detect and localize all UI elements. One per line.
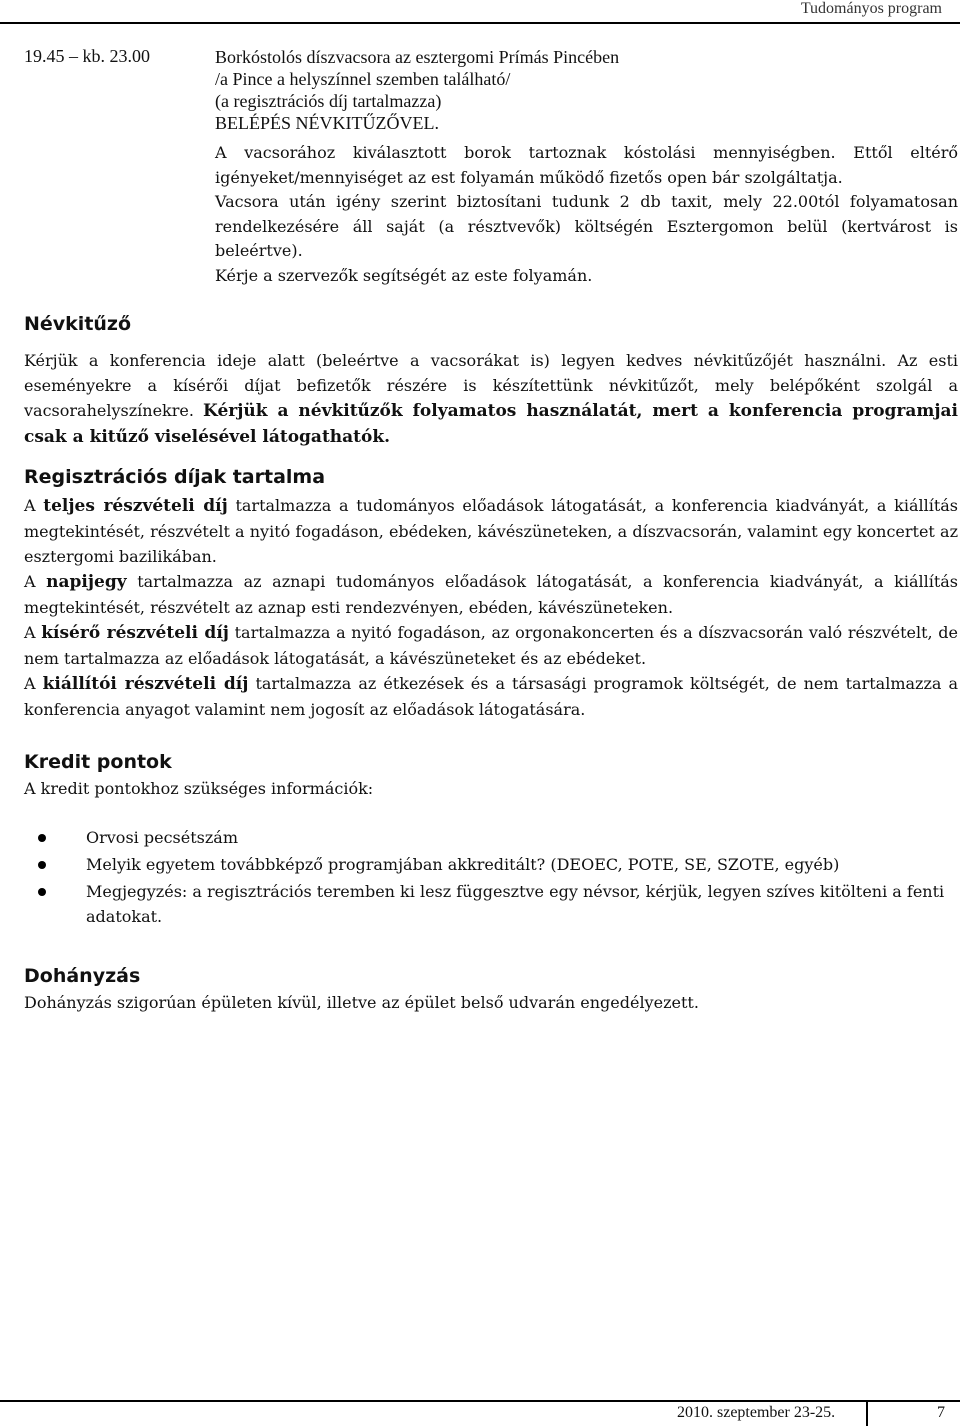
section-smoking [24,964,958,1015]
page-number: 7 [937,1404,945,1421]
section-heading: Kredit pontok [24,751,172,773]
bullet-icon [38,888,46,896]
schedule-line: (a regisztrációs díj tartalmazza) [215,91,442,111]
list-item-text: Megjegyzés: a regisztrációs teremben ki lesz függesztve egy névsor, kérjük, legyen szíves kitölteni a fenti adatokat. [86,882,945,926]
schedule-details [215,141,958,288]
fee-desc: tartalmazza a nyitó fogadáson, az orgonakoncerten és a díszvacsorán való részvételt, de nem tartalmazza az előadások látogatását, a kávészüneteket és az ebédeket. [24,623,959,668]
header-rule [0,22,960,24]
fee-prefix: A [24,623,42,642]
fee-item [24,620,958,671]
footer-divider [866,1401,868,1426]
list-item [24,825,958,850]
schedule-title-lines [215,46,935,134]
section-heading: Dohányzás [24,965,141,987]
footer-date: 2010. szeptember 23-25. [677,1404,836,1421]
running-header: Tudományos program [800,0,942,17]
schedule-time: 19.45 – kb. 23.00 [24,46,150,66]
fee-item [24,569,958,620]
fee-prefix: A [24,674,43,693]
badge-bold-text: Kérjük a névkitűzők folyamatos használatát, mert a konferencia programjai csak a kitűző viselésével látogathatók. [24,401,958,447]
section-name-badge [24,312,958,450]
fee-term: kiállítói részvételi díj [42,674,249,694]
bullet-icon [38,861,46,869]
footer-rule [0,1400,960,1402]
fee-term: kísérő részvételi díj [41,623,229,643]
section-heading: Névkitűző [24,313,132,335]
section-heading: Regisztrációs díjak tartalma [24,466,326,488]
section-fees [24,465,958,722]
fee-desc: tartalmazza az étkezések és a társasági programok költségét, de nem tartalmazza a konferencia anyagot valamint nem jogosít az előadások látogatására. [24,674,959,719]
fee-item [24,671,958,722]
schedule-line: BELÉPÉS NÉVKITŰZŐVEL. [215,113,439,133]
fee-desc: tartalmazza a tudományos előadások látogatását, a konferencia kiadványát, a kiállítás megtekintését, részvételt a nyitó fogadáson, ebédeken, kávészüneteken, a díszvacsorán, valamint egy koncertet az esztergomi bazilikában. [24,496,959,566]
credit-list [24,825,958,929]
schedule-line: /a Pince a helyszínnel szemben található/ [215,69,511,89]
schedule-detail: Kérje a szervezők segítségét az este folyamán. [215,265,593,285]
schedule-detail: A vacsorához kiválasztott borok tartoznak kóstolási mennyiségben. Ettől eltérő igényeket/mennyiséget az est folyamán működő fizetős open bár szolgáltatja. [215,143,958,187]
smoking-text: Dohányzás szigorúan épületen kívül, illetve az épület belső udvarán engedélyezett. [24,993,699,1012]
fee-desc: tartalmazza az aznapi tudományos előadások látogatását, a konferencia kiadványát, a kiállítás megtekintését, részvételt az aznap esti rendezvényen, ebéden, kávészüneteken. [24,572,959,617]
list-item [24,879,958,929]
list-item-text: Melyik egyetem továbbképző programjában akkreditált? (DEOEC, POTE, SE, SZOTE, egyéb) [86,855,840,874]
credit-intro: A kredit pontokhoz szükséges információk: [24,779,374,798]
schedule-line: Borkóstolós díszvacsora az esztergomi Prímás Pincében [215,47,620,67]
badge-text: Kérjük a konferencia ideje alatt (beleértve a vacsorákat is) legyen kedves névkitűzőjét használni. Az esti eseményekre a kísérői díjat befizetők részére is készítettünk névkitűzőt, mely belépőként szolgál a vacsorahelyszínekre. [24,351,958,420]
fee-prefix: A [24,572,47,591]
bullet-icon [38,834,46,842]
list-item-text: Orvosi pecsétszám [86,828,238,847]
fee-item [24,493,958,569]
section-credit [24,750,958,929]
section-text [24,348,958,450]
list-item [24,852,958,877]
fee-term: napijegy [46,572,127,592]
schedule-detail: Vacsora után igény szerint biztosítani tudunk 2 db taxit, mely 22.00tól folyamatosan rendelkezésére áll saját (a résztvevők) költségén Esztergomon belül (kertvárost is beleértve). [215,192,958,260]
fee-prefix: A [24,496,44,515]
fee-term: teljes részvételi díj [43,496,228,516]
